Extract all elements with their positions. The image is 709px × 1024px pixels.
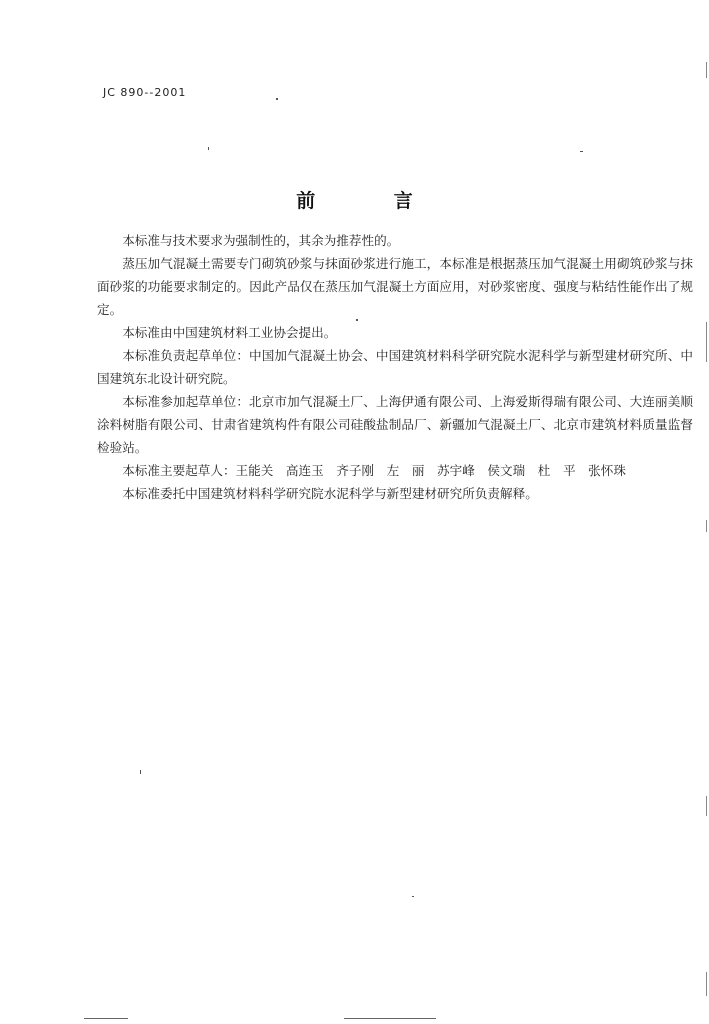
paragraph-background: 蒸压加气混凝土需要专门砌筑砂浆与抹面砂浆进行施工，本标准是根据蒸压加气混凝土用砌筑砂浆与抹面砂浆的功能要求制定的。因此产品仅在蒸压加气混凝土方面应用，对砂浆密度、强度与粘结性能作出了规定。	[97, 256, 693, 317]
scan-footer-line	[84, 1018, 128, 1019]
paragraph-lead-drafters: 本标准负责起草单位：中国加气混凝土协会、中国建筑材料科学研究院水泥科学与新型建材研究所、中国建筑东北设计研究院。	[97, 348, 693, 386]
paragraph-mandatory-clause: 本标准与技术要求为强制性的，其余为推荐性的。	[122, 233, 400, 248]
paragraph-interpretation: 本标准委托中国建筑材料科学研究院水泥科学与新型建材研究所负责解释。	[122, 486, 538, 501]
preface-body	[97, 229, 693, 505]
paragraph-main-drafters: 本标准主要起草人：王能关 高连玉 齐子刚 左 丽 苏宇峰 侯文瑞 杜 平 张怀珠	[122, 463, 626, 478]
paragraph-proposer: 本标准由中国建筑材料工业协会提出。	[122, 325, 337, 340]
scan-speck	[276, 98, 278, 100]
paragraph-participating-drafters: 本标准参加起草单位：北京市加气混凝土厂、上海伊通有限公司、上海爱斯得瑞有限公司、大连丽美顺涂料树脂有限公司、甘肃省建筑构件有限公司硅酸盐制品厂、新疆加气混凝土厂、北京市建筑材料质量监督检验站。	[97, 394, 693, 455]
scan-edge-mark	[706, 796, 707, 816]
scan-speck	[580, 151, 583, 152]
scan-edge-mark	[706, 322, 707, 362]
scan-speck	[208, 147, 209, 150]
scan-edge-mark	[706, 520, 707, 532]
scan-edge-mark	[706, 62, 707, 78]
scan-footer-line	[344, 1018, 436, 1019]
scan-speck	[412, 896, 414, 897]
scan-speck	[140, 770, 141, 774]
scan-edge-mark	[706, 972, 707, 996]
scan-speck	[356, 319, 358, 321]
page-title: 前 言	[296, 190, 449, 212]
standard-code: JC 890--2001	[103, 86, 187, 99]
